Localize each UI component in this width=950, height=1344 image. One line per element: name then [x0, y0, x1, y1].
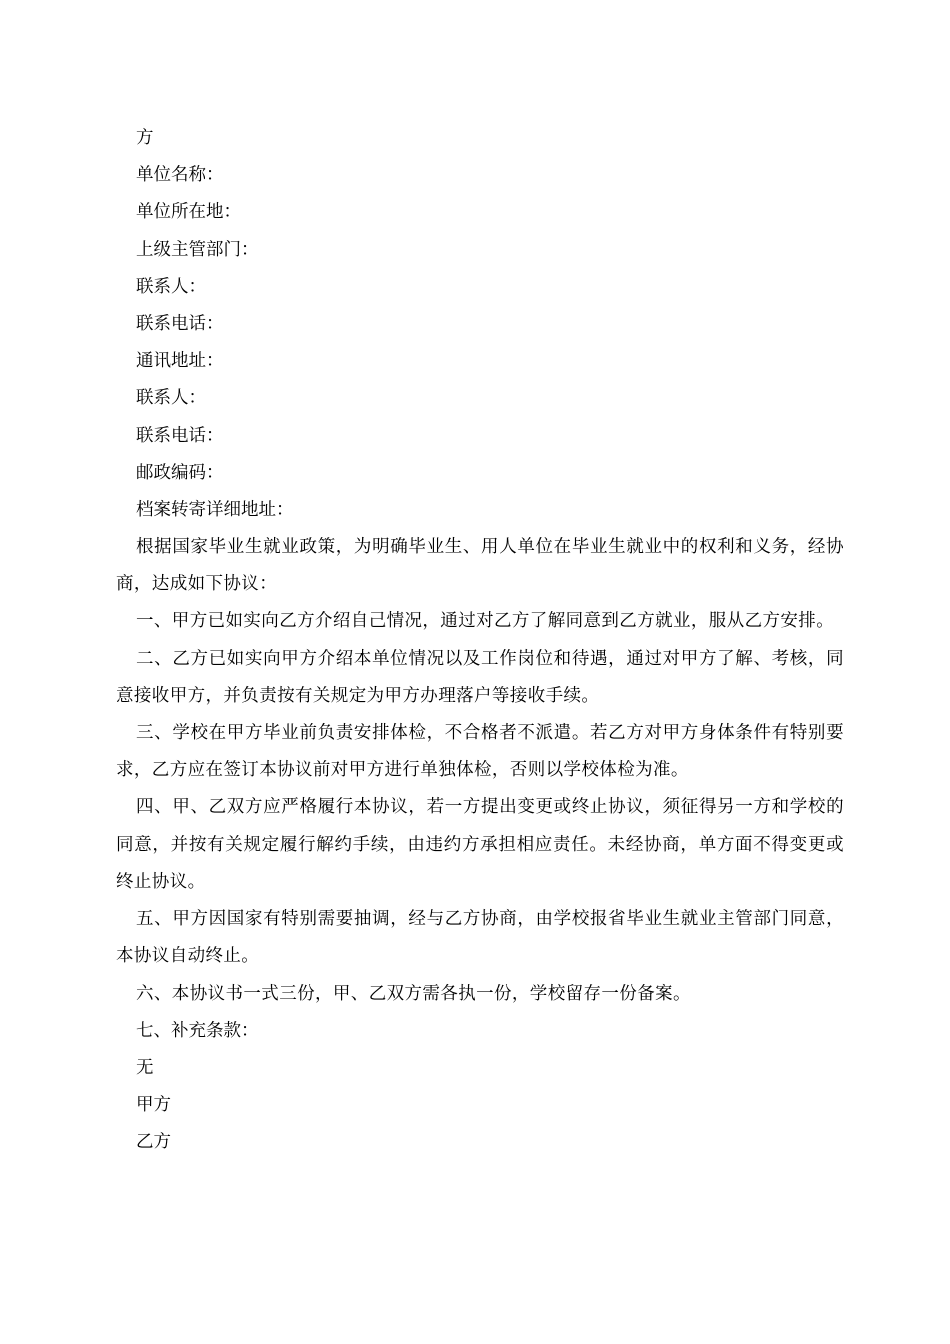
party-a-label: 甲方	[136, 1095, 171, 1116]
document-body	[116, 120, 844, 1161]
field-contact-person-2: 联系人：	[136, 388, 206, 409]
clause-1: 一、甲方已如实向乙方介绍自己情况，通过对乙方了解同意到乙方就业，服从乙方安排。	[136, 611, 835, 632]
field-contact-phone-2: 联系电话：	[136, 425, 224, 446]
field-contact-person: 联系人：	[136, 276, 206, 297]
field-mailing-address: 通讯地址：	[136, 351, 224, 372]
clause-2: 二、乙方已如实向甲方介绍本单位情况以及工作岗位和待遇，通过对甲方了解、考核，同意接收甲方，并负责按有关规定为甲方办理落户等接收手续。	[116, 648, 844, 706]
field-line: 方	[136, 128, 154, 148]
field-unit-name: 单位名称：	[136, 165, 224, 186]
party-b-label: 乙方	[136, 1132, 171, 1153]
field-archive-address: 档案转寄详细地址：	[136, 499, 294, 520]
field-contact-phone: 联系电话：	[136, 313, 224, 334]
clause-4: 四、甲、乙双方应严格履行本协议，若一方提出变更或终止协议，须征得另一方和学校的同意，并按有关规定履行解约手续，由违约方承担相应责任。未经协商，单方面不得变更或终止协议。	[116, 797, 844, 892]
clause-3: 三、学校在甲方毕业前负责安排体检，不合格者不派遣。若乙方对甲方身体条件有特别要求，乙方应在签订本协议前对甲方进行单独体检，否则以学校体检为准。	[116, 723, 844, 781]
field-postal-code: 邮政编码：	[136, 462, 224, 483]
field-unit-location: 单位所在地：	[136, 202, 241, 223]
field-supervising-dept: 上级主管部门：	[136, 239, 259, 260]
clause-6: 六、本协议书一式三份，甲、乙双方需各执一份，学校留存一份备案。	[136, 983, 691, 1004]
supplement-label: 七、补充条款：	[136, 1020, 259, 1041]
supplement-value: 无	[136, 1057, 154, 1078]
clause-5: 五、甲方因国家有特别需要抽调，经与乙方协商，由学校报省毕业生就业主管部门同意，本协议自动终止。	[116, 909, 844, 967]
intro-paragraph: 根据国家毕业生就业政策，为明确毕业生、用人单位在毕业生就业中的权利和义务，经协商，达成如下协议：	[116, 537, 844, 595]
